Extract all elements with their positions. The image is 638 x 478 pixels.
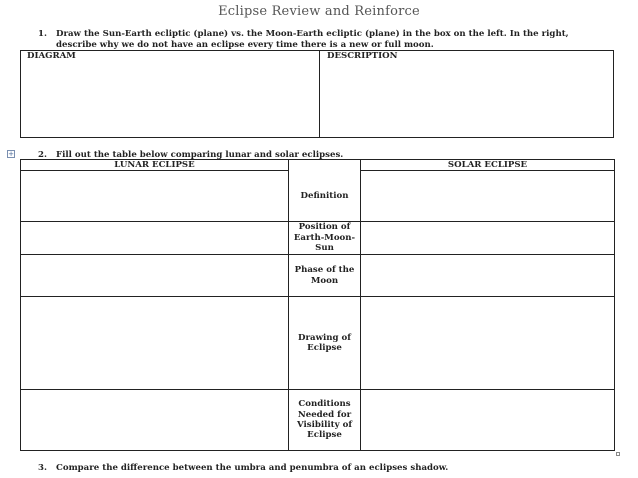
question-1-text: Draw the Sun-Earth ecliptic (plane) vs. the Moon-Earth ecliptic (plane) in the box on the left. In the right, describe why we do not have an eclipse every time there is a new or full moon. [56,29,569,50]
row-label-drawing: Drawing of Eclipse [289,297,361,390]
row-label-phase: Phase of the Moon [289,255,361,297]
question-2-number: 2. [38,150,47,160]
question-2-text: Fill out the table below comparing lunar and solar eclipses. [56,150,344,160]
table-move-handle-icon[interactable]: + [8,150,14,158]
row-label-definition: Definition [289,171,361,222]
header-empty-middle [289,160,361,171]
diagram-description-box[interactable] [20,50,614,138]
lunar-position-cell[interactable] [21,222,289,255]
lunar-phase-cell[interactable] [21,255,289,297]
description-label: DESCRIPTION [327,51,398,61]
solar-position-cell[interactable] [361,222,615,255]
comparison-table [20,159,615,451]
header-lunar-eclipse: LUNAR ECLIPSE [21,160,289,171]
solar-definition-cell[interactable] [361,171,615,222]
table-resize-handle-icon[interactable] [616,452,620,456]
lunar-conditions-cell[interactable] [21,390,289,451]
solar-drawing-cell[interactable] [361,297,615,390]
question-1-number: 1. [38,29,47,39]
question-3-text: Compare the difference between the umbra and penumbra of an eclipses shadow. [56,463,449,473]
solar-conditions-cell[interactable] [361,390,615,451]
header-solar-eclipse: SOLAR ECLIPSE [361,160,615,171]
row-label-conditions: Conditions Needed for Visibility of Eclipse [289,390,361,451]
lunar-definition-cell[interactable] [21,171,289,222]
lunar-drawing-cell[interactable] [21,297,289,390]
row-label-position: Position of Earth-Moon-Sun [289,222,361,255]
page-title: Eclipse Review and Reinforce [218,4,420,19]
solar-phase-cell[interactable] [361,255,615,297]
box-divider [319,50,320,138]
diagram-label: DIAGRAM [27,51,76,61]
question-3-number: 3. [38,463,47,473]
